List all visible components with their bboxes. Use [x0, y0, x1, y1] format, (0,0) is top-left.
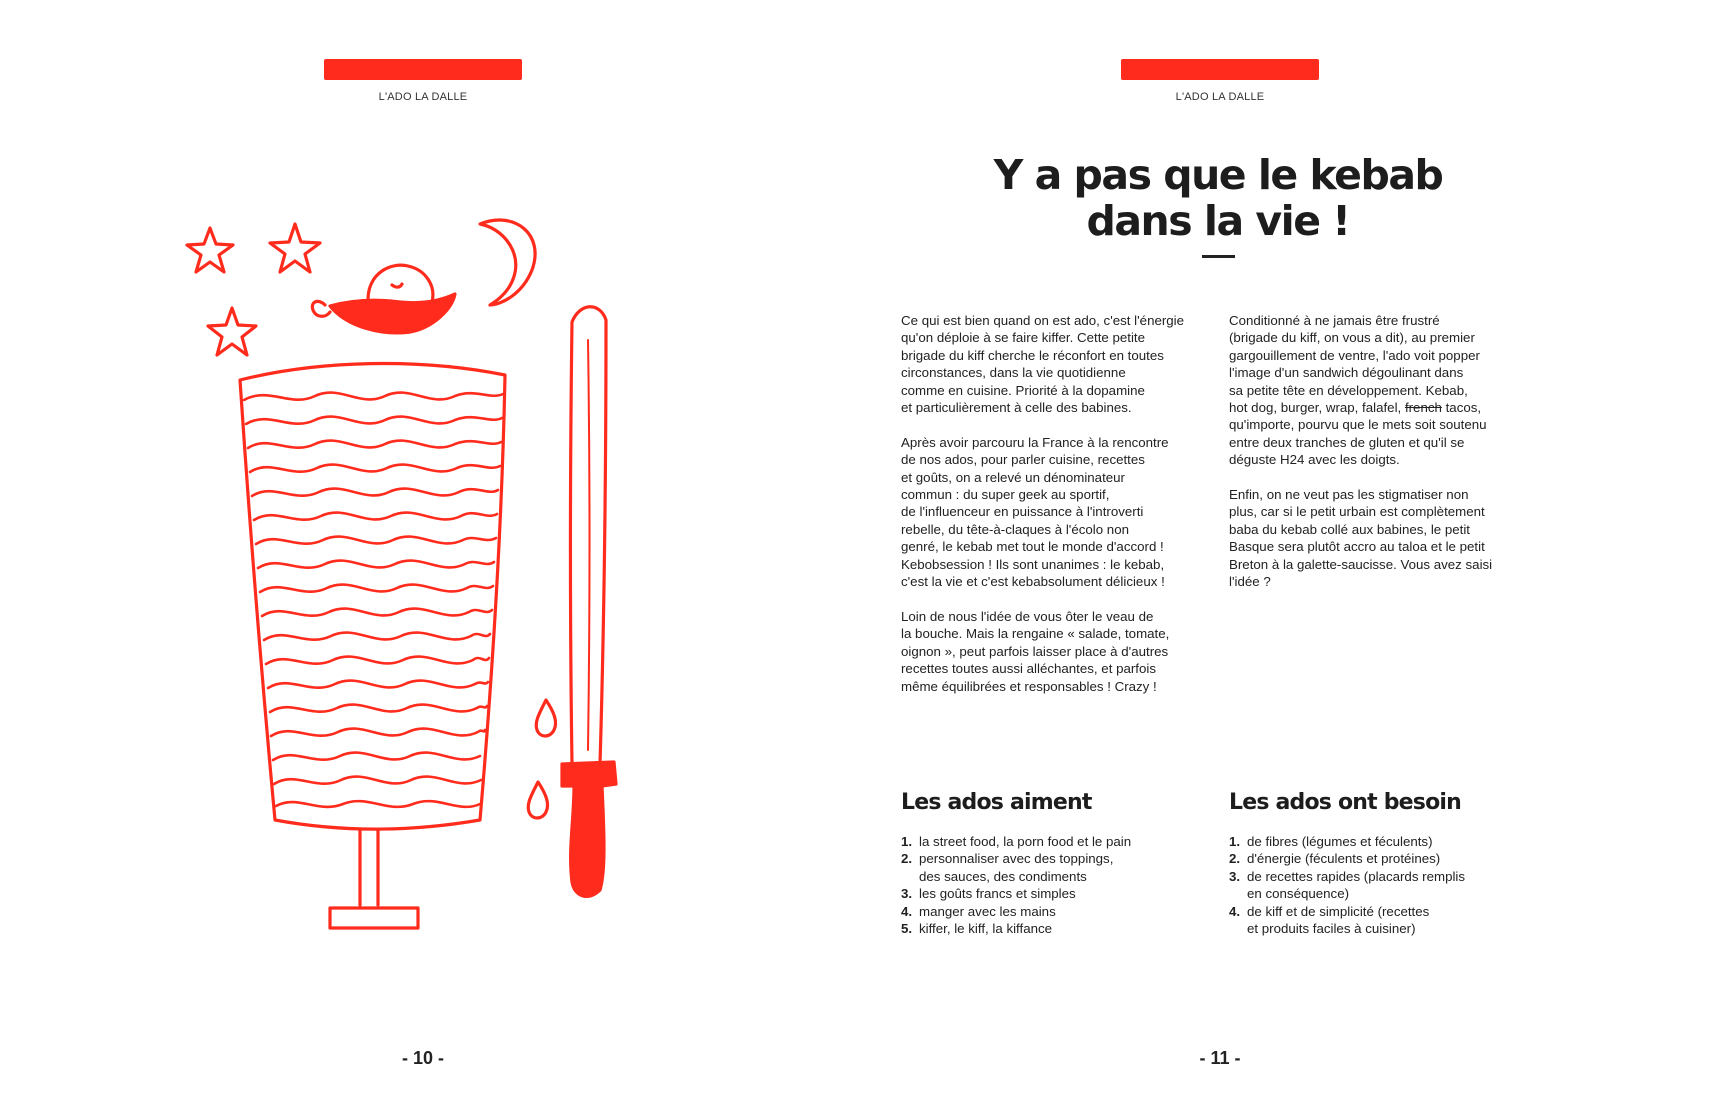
paragraph [1229, 312, 1539, 469]
page-number: - 10 - [401, 1048, 444, 1068]
running-head: L'ADO LA DALLE [378, 91, 468, 103]
list-item: 4. manger avec les mains [901, 903, 1056, 919]
paragraph: Loin de nous l'idée de vous ôter le veau de la bouche. Mais la rengaine « salade, tomate, oignon », peut parfois laisser place à d'autres recettes toutes aussi alléchantes, et parfois même équilibrées et responsables ! Crazy ! [901, 608, 1170, 694]
paragraph: Après avoir parcouru la France à la rencontre de nos ados, pour parler cuisine, recettes et goûts, on a relevé un dénominateur commun : du super geek au sportif, de l'influenceur en puissance à l'introverti rebelle, du tête-à-claques à l'écolo non genré, le kebab met tout le monde d'accord ! Kebobsession ! Ils sont unanimes : le kebab, c'est la vie et c'est kebabsolument délicieux ! [901, 434, 1169, 590]
list-item: 3. les goûts francs et simples [901, 886, 1076, 902]
list-item: 4. de kiff et de simplicité (recettes et produits faciles à cuisiner) [1229, 903, 1430, 937]
likes-list [901, 833, 1201, 937]
title-line-1: Y a pas que le kebab [993, 151, 1443, 199]
header-red-bar [324, 59, 522, 80]
list-item: 1. la street food, la porn food et le pain [901, 834, 1132, 849]
struck-word: french [1404, 400, 1442, 416]
meat-waves [244, 393, 503, 807]
likes-heading: Les ados aiment [901, 790, 1092, 815]
drip-icon [536, 700, 555, 736]
moon-icon [480, 220, 535, 305]
list-item: 2. d'énergie (féculents et protéines) [1229, 851, 1441, 867]
list-item: 3. de recettes rapides (placards remplis en conséquence) [1229, 868, 1466, 902]
header-red-bar [1121, 59, 1319, 80]
page-title [988, 152, 1448, 244]
list-item: 5. kiffer, le kiff, la kiffance [901, 921, 1053, 937]
needs-heading: Les ados ont besoin [1229, 790, 1461, 815]
running-head: L'ADO LA DALLE [1175, 91, 1265, 103]
drip-icon [528, 782, 547, 818]
title-line-2: dans la vie ! [1086, 197, 1350, 245]
spit-stand [330, 830, 418, 928]
paragraph-part: Conditionné à ne jamais être frustré (brigade du kiff, on vous a dit), au premier gargouillement de ventre, l'ado voit popper l'image d'un sandwich dégoulinant dans sa petite tête en développement. Kebab, hot dog, burger, wrap, falafel, [1229, 313, 1480, 416]
kebab-illustration [170, 210, 640, 940]
page-number: - 11 - [1199, 1048, 1241, 1068]
paragraph: Ce qui est bien quand on est ado, c'est l'énergie qu'on déploie à se faire kiffer. Cette petite brigade du kiff cherche le réconfort en toutes circonstances, dans la vie quotidienne comme en cuisine. Priorité à la dopamine et particulièrement à celle des babines. [901, 313, 1185, 416]
list-item: 2. personnaliser avec des toppings, des sauces, des condiments [901, 851, 1114, 884]
knife-handle [562, 762, 616, 896]
paragraph-part: tacos, qu'importe, pourvu que le mets soit soutenu entre deux tranches de gluten et qu'il se déguste H24 avec les doigts. [1229, 400, 1487, 468]
star-icon [187, 228, 233, 272]
text-column-2 [1229, 312, 1539, 608]
needs-list [1229, 833, 1539, 937]
star-icon [270, 224, 320, 272]
paragraph: Enfin, on ne veut pas les stigmatiser non plus, car si le petit urbain est complètement baba du kebab collé aux babines, le petit Basque sera plutôt accro au taloa et le petit Breton à la galette-saucisse. Vous avez saisi l'idée ? [1229, 487, 1493, 590]
right-page [858, 0, 1716, 1104]
text-column-1 [901, 312, 1211, 712]
cap [330, 294, 455, 333]
list-item: 1. de fibres (légumes et féculents) [1229, 834, 1433, 849]
star-icon [208, 308, 256, 355]
title-divider [1202, 255, 1235, 258]
